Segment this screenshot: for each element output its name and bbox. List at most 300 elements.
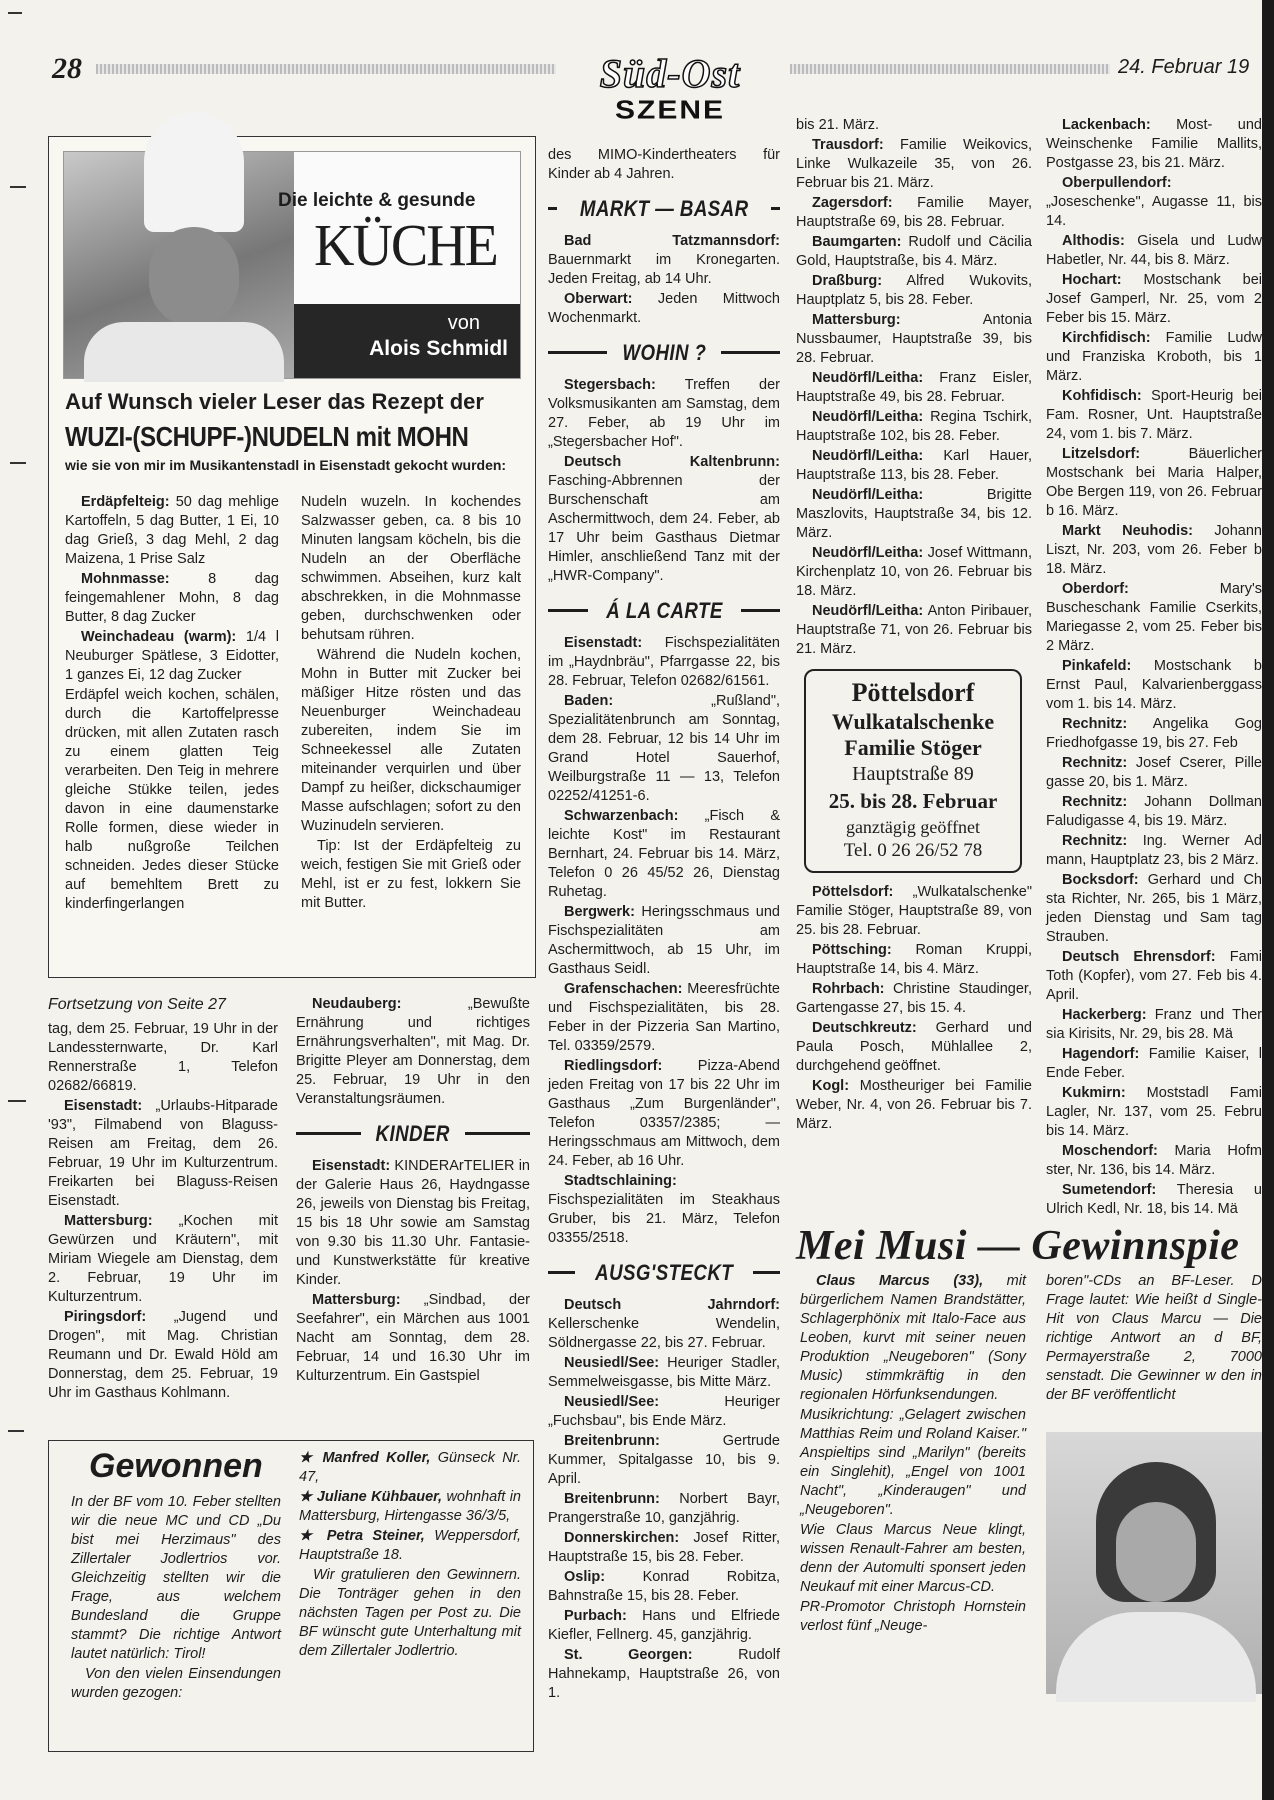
heuriger-entry-place: Moschendorf: [1062,1143,1158,1159]
section-head-ausg [548,1258,780,1286]
ausg-entry [548,1607,780,1645]
heuriger-entry-text: Theresia u Ulrich Kedl, Nr. 18, bis 14. Mä [1046,1182,1262,1217]
heuriger-entry-text: Brigitte Maszlovits, Hauptstraße 34, bis 12. März. [796,487,1032,541]
carte-entry [548,980,780,1056]
carte-entry [548,903,780,979]
recipe-lead: Auf Wunsch vieler Leser das Rezept der [65,389,484,414]
ausg-entry-text: Hans und Elfriede Kiefler, Fellnerg. 45, ganzjährig. [548,1608,780,1643]
kinder-entry-text: KINDERArTELIER in der Galerie Haus 26, Haydngasse 26, jeweils von Dienstag bis Freitag, 15 bis 18 Uhr sowie am Samstag von 9.30 bis 11.30 Uhr. Fantasie- und Kunstwerkstätte für kreative Kinder. [296,1158,530,1288]
heuriger-entry-place: Pöttelsdorf: [812,884,894,900]
heuriger-entry-place: Hackerberg: [1062,1007,1147,1023]
heuriger-entry-place: Deutsch Ehrensdorf: [1062,949,1216,965]
col3-intro: des MIMO-Kindertheaters für Kinder ab 4 Jahren. [548,147,780,182]
markt-entry-place: Bad Tatzmannsdorf: [564,233,780,249]
carte-entry [548,634,780,691]
ausg-list [548,1296,780,1703]
winner-address: wohnhaft in Mattersburg, Hirtengasse 36/3/5, [299,1489,521,1524]
ausg-entry-text: Josef Ritter, Hauptstraße 15, bis 28. Feber. [548,1530,780,1565]
ausg-entry-place: Deutsch Jahrndorf: [564,1297,780,1313]
heuriger-entry [1046,948,1262,1005]
carte-entry-place: Baden: [564,693,614,709]
markt-entry [548,232,780,289]
photo-face [1116,1502,1196,1602]
event-entry [48,1020,278,1096]
heuriger-entry-text: Anton Piribauer, Hauptstraße 71, von 26. Februar bis 21. März. [796,603,1032,657]
scan-edge-shadow [1262,0,1274,1800]
gewonnen-drawn: Von den vielen Einsendungen wurden gezogen: [71,1666,281,1701]
musi-contest-text: boren"-CDs an BF-Leser. D Frage lautet: Wie heißt d Single-Hit von Claus Marcu — Die richtige Antwort an d BF, Permayerstraße 2, 7000 senstadt. Die Gewinner w den in der BF veröffentlicht [1046,1273,1262,1403]
recipe-paragraph [65,628,279,685]
heuriger-entry [796,602,1032,659]
heuriger-entry-text: Josef Cserer, Pille gasse 20, bis 1. März. [1046,755,1262,790]
musi-paragraph-text: PR-Promotor Christoph Hornstein verlost fünf „Neuge- [800,1599,1026,1634]
musi-headline: Mei Musi — Gewinnspie [796,1223,1240,1269]
event-entry [296,995,530,1109]
section-logo [555,52,785,132]
recipe-paragraph: Während die Nudeln kochen, Mohn in Butter mit Zucker bei mäßiger Hitze rösten und das Neuenburger Weinchadeau zubereiten, indem Sie im Schneekessel alle Zutaten miteinander verquirlen und über Dampf zu heißer, dickschaumiger Masse aufschlagen; sofort zu den Wuzinudeln servieren. [301,647,521,834]
heuriger-entry [1046,871,1262,947]
kinder-entry-place: Mattersburg: [312,1292,401,1308]
wohin-entry-text: Treffen der Volksmusikanten am Samstag, dem 27. Feber, ab 19 Uhr im „Stegersbacher Hof". [548,377,780,450]
heuriger-entry-text: Familie Mayer, Hauptstraße 69, bis 28. Februar. [796,195,1032,230]
event-entry-place: Eisenstadt: [64,1098,143,1114]
ausg-entry-text: Kellerschenke Wendelin, Söldnergasse 22, bis 27. Februar. [548,1316,780,1351]
heuriger-entry-place: Kogl: [812,1078,850,1094]
heuriger-entry [796,1077,1032,1134]
events-list-4b [796,883,1032,1134]
ausg-entry [548,1646,780,1703]
continuation-note: Fortsetzung von Seite 27 [48,996,226,1013]
gewonnen-text-right [299,1449,521,1662]
heuriger-entry-text: Regina Tschirk, Hauptstraße 102, bis 28. Feber. [796,409,1032,444]
heuriger-entry-text: bis 21. März. [796,117,879,133]
winner-address: Günseck Nr. 47, [299,1450,521,1485]
markt-list [548,232,780,328]
event-entry-text: „Urlaubs-Hitparade '93", Filmabend von Blaguss-Reisen am Freitag, dem 26. Februar, 19 Uhr im Kulturzentrum. Freikarten bei Blaguss-Reisen Eisenstadt. [48,1098,278,1209]
heuriger-entry-text: „Wulkatalschenke" Familie Stöger, Hauptstraße 89, von 25. bis 28. Februar. [796,884,1032,938]
author-name: Alois Schmidl [369,337,508,360]
ausg-entry [548,1490,780,1528]
events-list-5 [1046,116,1262,1219]
heuriger-entry-place: Rechnitz: [1062,716,1128,732]
header-rule-right [790,64,1110,74]
event-entry [48,1097,278,1211]
recipe-paragraph-place: Erdäpfelteig: [81,494,170,510]
heuriger-entry-text: Mostschank b Ernst Paul, Kalvarienberggass vom 1. bis 14. März. [1046,658,1262,712]
events-column-1 [48,995,278,1404]
ad-line-4: Hauptstraße 89 [852,763,974,785]
chef-hat [144,112,244,232]
heuriger-entry [1046,657,1262,714]
heuriger-entry-place: Markt Neuhodis: [1062,523,1193,539]
heuriger-entry-place: Lackenbach: [1062,117,1151,133]
recipe-paragraph-text: Erdäpfel weich kochen, schälen, durch die Kartoffelpresse drücken, mit allen Zutaten rasch zu einem glatten Teig verarbeiten. Den Teig in mehrere gleiche Stükke teilen, jedes davon in eine daumenstarke Rolle formen, diese wieder in halb nußgroße Teilchen schneiden. Jedes dieser Stücke auf bemehltem Brett zu kinderfingerlangen [65,687,279,912]
heuriger-entry [1046,445,1262,521]
logo-bottom-text: SZENE [614,96,726,125]
heuriger-entry-place: Rechnitz: [1062,794,1128,810]
musi-paragraph-text: mit bürgerlichem Namen Brandstätter, Schlagerphönix mit Italo-Face aus Leoben, kurvt mit seiner neuen Produktion „Neugeboren" (Sony Music) stimmkräftig in den regionalen Hörfunksendungen. [800,1273,1026,1403]
heuriger-entry [1046,116,1262,173]
heuriger-entry-place: Neudörfl/Leitha: [812,603,924,619]
carte-heading: Á LA CARTE [605,597,723,623]
kinder-entry [296,1291,530,1386]
musi-paragraph-text: Wie Claus Marcus Neue klingt, wissen Renault-Fahrer am besten, denn der Automulti sponsert jeden Neukauf mit einer Marcus-CD. [800,1522,1026,1595]
heuriger-entry [796,136,1032,193]
ausg-entry-place: Donnerskirchen: [564,1530,680,1546]
heuriger-entry-text: Bäuerlicher Mostschank bei Maria Halper, Obe Bergen 119, von 26. Februar b 16. März. [1046,446,1262,519]
poettelsdorf-ad [804,669,1022,873]
heuriger-entry [1046,232,1262,270]
ausg-heading: AUSG'STECKT [595,1259,733,1285]
heuriger-entry-text: Ing. Werner Ad mann, Hauptplatz 23, bis 2 März. [1046,833,1262,868]
carte-entry-place: Eisenstadt: [564,635,643,651]
events-column-4 [796,116,1032,1135]
heuriger-entry-place: Oberpullendorf: [1062,175,1172,191]
heuriger-entry-text: Franz und Ther sia Kirisits, Nr. 29, bis 28. Mä [1046,1007,1262,1042]
heuriger-entry-text: Gerhard und Ch sta Richter, Nr. 265, bis 1 März, jeden Dienstag und Sam tag Strauben. [1046,872,1262,945]
heuriger-entry-text: Familie Weikovics, Linke Wulkazeile 35, von 26. Februar bis 21. März. [796,137,1032,191]
heuriger-entry-place: Pöttsching: [812,942,892,958]
event-entry [48,1212,278,1307]
event-entry-text: „Jugend und Drogen", mit Mag. Christian Reumann und Dr. Ewald Höld am Donnerstag, dem 25. Februar, 19 Uhr im Gasthaus Kohlmann. [48,1309,278,1401]
heuriger-entry-text: Mostschank bei Josef Gamperl, Nr. 25, vom 2 Feber bis 15. März. [1046,272,1262,326]
heuriger-entry-text: Mostheuriger bei Familie Weber, Nr. 4, von 26. Februar bis 7. März. [796,1078,1032,1132]
gewonnen-question: In der BF vom 10. Feber stellten wir die neue MC und CD „Du bist mei Herzimaus" des Zillertaler Jodlertrios vor. Gleichzeitig stellten wir die Frage, aus welchem Bundesland die Gruppe stammt? Die richtige Antwort lautet natürlich: Tirol! [71,1494,281,1662]
carte-entry-text: „Rußland", Spezialitätenbrunch am Sonntag, dem 28. Februar, 12 bis 14 Uhr im Grand Hotel Sauerhof, Weilburgstraße 11 — 13, Telefon 02252/41251-6. [548,693,780,804]
kinder-entry [296,1157,530,1290]
heuriger-entry [1046,832,1262,870]
heuriger-entry [796,980,1032,1018]
events-column-5 [1046,116,1262,1217]
heuriger-entry [1046,793,1262,831]
wohin-entry-text: Fasching-Abbrennen der Burschenschaft am Aschermittwoch, dem 24. Feber, ab 17 Uhr beim Gasthaus Dietmar Himler, anschließend Tanz mit der „HWR-Company". [548,473,780,584]
heuriger-entry-text: Karl Hauer, Hauptstraße 113, bis 28. Feber. [796,448,1032,483]
heuriger-entry-text: Most- und Weinschenke Familie Mallits, Postgasse 23, bis 21. März. [1046,117,1262,171]
event-entry-text: „Kochen mit Gewürzen und Kräutern", mit Miriam Wiegele am Dienstag, dem 2. Februar, 19 Uhr im Kulturzentrum. [48,1213,278,1305]
photo-shoulders [1056,1612,1256,1702]
ausg-entry-text: Heuriger „Fuchsbau", bis Ende März. [548,1394,780,1429]
carte-entry-text: Fischspezialitäten im Steakhaus Gruber, bis 21. März, Telefon 03355/2518. [548,1192,780,1246]
heuriger-entry-text: Rudolf und Cäcilia Gold, Hauptstraße, bis 4. März. [796,234,1032,269]
winner-name: ★ Petra Steiner, [299,1528,425,1544]
heuriger-entry [796,233,1032,271]
winner-entry [299,1488,521,1526]
wohin-list [548,376,780,586]
heuriger-entry-place: Rechnitz: [1062,755,1128,771]
ad-line-7: Tel. 0 26 26/52 78 [843,840,983,861]
carte-entry-text: Heringsschmaus und Fischspezialitäten am Aschermittwoch, ab 15 Uhr, im Gasthaus Seidl. [548,904,780,977]
heuriger-entry-text: Sport-Heurig bei Fam. Rosner, Unt. Hauptstraße 24, vom 1. bis 7. März. [1046,388,1262,442]
ad-line-6: ganztägig geöffnet [845,817,981,837]
event-entry [48,1308,278,1403]
heuriger-entry-text: Roman Kruppi, Hauptstraße 14, bis 4. März. [796,942,1032,977]
markt-entry-place: Oberwart: [564,291,633,307]
musi-paragraph-place: Claus Marcus (33), [816,1273,984,1289]
heuriger-entry [1046,1181,1262,1219]
heuriger-entry [1046,522,1262,579]
heuriger-entry [1046,580,1262,656]
heuriger-entry-text: Christine Staudinger, Gartengasse 27, bis 15. 4. [796,981,1032,1016]
musi-paragraph [800,1598,1026,1636]
recipe-paragraph: Nudeln wuzeln. In kochendes Salzwasser geben, ca. 8 bis 10 Minuten langsam köcheln, bis die Nudeln an der Oberfläche schwimmen. Abseihen, kurz kalt abschrekken, in die Mohnmasse geben, durchschwenken oder behutsam rühren. [301,494,521,643]
heuriger-entry [796,116,1032,135]
ausg-entry [548,1393,780,1431]
musi-text-left [800,1272,1026,1637]
ad-line-2: Wulkatalschenke [831,709,995,734]
heuriger-entry-text: Familie Ludw und Franziska Kroboth, bis 1 März. [1046,330,1262,384]
heuriger-entry-place: Hochart: [1062,272,1122,288]
heuriger-entry [796,311,1032,368]
heuriger-entry [796,447,1032,485]
heuriger-entry-place: Trausdorf: [812,137,884,153]
heuriger-entry [1046,1006,1262,1044]
carte-entry-place: Schwarzenbach: [564,808,679,824]
carte-list [548,634,780,1248]
carte-entry [548,1057,780,1171]
events-column-2 [296,995,530,1387]
heuriger-entry-place: Sumetendorf: [1062,1182,1157,1198]
ausg-entry-text: Konrad Robitza, Bahnstraße 15, bis 28. Feber. [548,1569,780,1604]
heuriger-entry-text: Familie Kaiser, l Ende Feber. [1046,1046,1262,1081]
carte-entry-text: Fischspezialitäten im „Haydnbräu", Pfarrgasse 22, bis 28. Februar, Telefon 02682/61561. [548,635,780,689]
ausg-entry [548,1568,780,1606]
musi-paragraph [800,1272,1026,1405]
ausg-entry-place: Breitenbrunn: [564,1491,660,1507]
events-list-1 [48,1020,278,1403]
heuriger-entry-place: Bocksdorf: [1062,872,1139,888]
markt-heading: MARKT — BASAR [579,195,749,221]
ausg-entry-text: Rudolf Hahnekamp, Hauptstraße 26, von 1. [548,1647,780,1701]
musi-paragraph [800,1521,1026,1597]
page-number: 28 [52,52,82,85]
event-entry-text: tag, dem 25. Februar, 19 Uhr in der Landessternwarte, Dr. Karl Rennerstraße 1, Telefon 02682/66819. [48,1021,278,1094]
ausg-entry [548,1354,780,1392]
margin-mark [8,1100,26,1102]
wohin-entry [548,453,780,586]
musi-paragraph [800,1406,1026,1520]
winner-name: ★ Manfred Koller, [299,1450,431,1466]
heuriger-entry-text: Mary's Buscheschank Familie Cserkits, Mariegasse 2, vom 25. Feber bis 2 März. [1046,581,1262,654]
heuriger-entry-place: Hagendorf: [1062,1046,1140,1062]
ausg-entry [548,1296,780,1353]
recipe-paragraph-text: 8 dag feingemahlener Mohn, 8 dag Butter, 8 dag Zucker [65,571,279,625]
event-entry-text: „Bewußte Ernährung und richtiges Ernährungsverhalten", mit Mag. Dr. Brigitte Pleyer am Donnerstag, dem 25. Februar, 19 Uhr in den Veranstaltungsräumen. [296,996,530,1107]
heuriger-entry-text: Angelika Gog Friedhofgasse 19, bis 27. Feb [1046,716,1262,751]
heuriger-entry [1046,1142,1262,1180]
author-band [294,304,520,378]
heuriger-entry [1046,387,1262,444]
recipe-paragraph [65,493,279,569]
kinder-entry-place: Eisenstadt: [312,1158,391,1174]
logo-top-text: Süd-Ost [599,51,741,96]
heuriger-entry-text: Maria Hofm ster, Nr. 136, bis 14. März. [1046,1143,1262,1178]
event-entry-place: Neudauberg: [312,996,402,1012]
heuriger-entry [1046,271,1262,328]
heuriger-entry-place: Rohrbach: [812,981,885,997]
margin-mark [10,186,26,188]
heuriger-entry-place: Pinkafeld: [1062,658,1132,674]
ausg-entry-place: Neusiedl/See: [564,1355,660,1371]
ausg-entry-place: Purbach: [564,1608,627,1624]
heuriger-entry-text: Franz Eisler, Hauptstraße 49, bis 28. Februar. [796,370,1032,405]
claus-marcus-photo [1046,1432,1262,1694]
section-head-wohin [548,338,780,366]
event-entry-place: Piringsdorf: [64,1309,147,1325]
ausg-entry-place: Oslip: [564,1569,606,1585]
heuriger-entry-text: Alfred Wukovits, Hauptplatz 5, bis 28. Feber. [796,273,1032,308]
heuriger-entry [796,408,1032,446]
recipe-paragraph [65,686,279,914]
heuriger-entry [1046,754,1262,792]
carte-entry-place: Riedlingsdorf: [564,1058,663,1074]
events-column-3 [548,146,780,1704]
markt-entry [548,290,780,328]
heuriger-entry-place: Kukmirn: [1062,1085,1126,1101]
events-list-2 [296,995,530,1109]
heuriger-entry-place: Neudörfl/Leitha: [812,448,924,464]
recipe-tagline: Die leichte & gesunde [278,190,476,211]
heuriger-entry [796,369,1032,407]
gewonnen-text-left [71,1493,281,1704]
author-prefix: von [447,312,480,334]
heuriger-entry-place: Draßburg: [812,273,883,289]
events-list-4 [796,116,1032,659]
section-head-markt [548,194,780,222]
gewonnen-box [48,1440,534,1752]
heuriger-entry-place: Litzelsdorf: [1062,446,1141,462]
winners-list [299,1449,521,1565]
recipe-paragraph-text: 1/4 l Neuburger Spätlese, 3 Eidotter, 1 ganzes Ei, 12 dag Zucker [65,629,279,683]
recipe-column-right [301,493,521,914]
carte-entry [548,807,780,902]
markt-entry-text: Jeden Mittwoch Wochenmarkt. [548,291,780,326]
heuriger-entry-place: Rechnitz: [1062,833,1128,849]
heuriger-entry [796,1019,1032,1076]
heuriger-entry-place: Deutschkreutz: [812,1020,917,1036]
gewonnen-title: Gewonnen [89,1447,263,1485]
recipe-paragraph-place: Weinchadeau (warm): [81,629,237,645]
ausg-entry [548,1529,780,1567]
heuriger-entry [796,883,1032,940]
heuriger-entry [1046,174,1262,231]
heuriger-entry-place: Mattersburg: [812,312,901,328]
heuriger-entry [1046,1045,1262,1083]
ad-line-3: Familie Stöger [844,735,982,760]
heuriger-entry [1046,715,1262,753]
recipe-box [48,136,536,978]
heuriger-entry [796,272,1032,310]
heuriger-entry-text: Gisela und Ludw Habetler, Nr. 44, bis 8. März. [1046,233,1262,268]
chef-face [149,227,239,327]
heuriger-entry-place: Kirchfidisch: [1062,330,1151,346]
heuriger-entry-text: Fami Toth (Kopfer), vom 27. Feb bis 4. April. [1046,949,1262,1003]
wohin-entry [548,376,780,452]
chef-photo [64,152,294,378]
heuriger-entry-place: Neudörfl/Leitha: [812,409,924,425]
carte-entry-text: „Fisch & leichte Kost" im Restaurant Bernhart, 24. Februar bis 14. März, Telefon 0 26 45/52 26, Dienstag Ruhetag. [548,808,780,900]
recipe-paragraph-text: 50 dag mehlige Kartoffeln, 5 dag Butter, 1 Ei, 10 dag Grieß, 3 dag Mehl, 2 dag Maizena, 1 Prise Salz [65,494,279,567]
event-entry-place: Mattersburg: [64,1213,153,1229]
heuriger-entry-text: „Joseschenke", Augasse 11, bis 14. [1046,194,1262,229]
recipe-header-panel [63,151,521,379]
recipe-subtitle: wie sie von mir im Musikantenstadl in Eisenstadt gekocht wurden: [65,457,507,473]
section-head-kinder [296,1119,530,1147]
ausg-entry-text: Heuriger Stadler, Semmelweisgasse, bis Mitte März. [548,1355,780,1390]
carte-entry-place: Bergwerk: [564,904,635,920]
carte-entry-place: Grafenschachen: [564,981,683,997]
musi-paragraph-text: Musikrichtung: „Gelagert zwischen Matthias Reim und Roland Kaiser." Anspieltips sind „Marilyn" (bereits ein Singlehit), „Engel von 1001 Nacht", „Kinderaugen" und „Neugeboren". [800,1407,1026,1518]
winner-address: Weppersdorf, Hauptstraße 18. [299,1528,521,1563]
heuriger-entry-place: Oberdorf: [1062,581,1129,597]
margin-mark [8,12,22,14]
winner-entry [299,1527,521,1565]
musi-text-right [1046,1272,1262,1406]
heuriger-entry-place: Zagersdorf: [812,195,893,211]
recipe-heading: KÜCHE [314,213,497,279]
heuriger-entry-text: Johann Liszt, Nr. 203, vom 26. Feber b 18. März. [1046,523,1262,577]
heuriger-entry-place: Neudörfl/Leitha: [812,545,924,561]
ad-line-1: Pöttelsdorf [851,678,975,707]
heuriger-entry-text: Moststadl Fami Lagler, Nr. 137, vom 25. Febru bis 14. März. [1046,1085,1262,1139]
winner-name: ★ Juliane Kühbauer, [299,1489,443,1505]
wohin-heading: WOHIN ? [622,339,707,365]
heuriger-entry-place: Kohfidisch: [1062,388,1142,404]
ausg-entry [548,1432,780,1489]
markt-entry-text: Bauernmarkt im Kronegarten. Jeden Freitag, ab 14 Uhr. [548,252,780,287]
kinder-list [296,1157,530,1386]
margin-mark [10,462,26,464]
heuriger-entry-place: Althodis: [1062,233,1125,249]
ad-line-5: 25. bis 28. Februar [828,789,998,813]
carte-entry [548,1172,780,1248]
kinder-heading: KINDER [375,1120,451,1146]
heuriger-entry [796,544,1032,601]
recipe-paragraph: Tip: Ist der Erdäpfelteig zu weich, festigen Sie mit Grieß oder Mehl, ist er zu fest, lokkern Sie mit Butter. [301,838,521,911]
recipe-column-left [65,493,279,915]
ausg-entry-place: Breitenbrunn: [564,1433,660,1449]
carte-entry [548,692,780,806]
margin-mark [8,1430,24,1432]
heuriger-entry [796,486,1032,543]
winner-entry [299,1449,521,1487]
ausg-entry-text: Norbert Bayr, Prangerstraße 10, ganzjährig. [548,1491,780,1526]
carte-entry-text: Meeresfrüchte und Fischspezialitäten, bis 28. Feber in der Pizzeria San Martino, Tel. 03359/2579. [548,981,780,1054]
recipe-dish-title: WUZI-(SCHUPF-)NUDELN mit MOHN [65,421,469,452]
heuriger-entry [796,194,1032,232]
header-rule-left [96,64,556,74]
ausg-entry-text: Gertrude Kummer, Spitalgasse 10, bis 9. April. [548,1433,780,1487]
issue-date: 24. Februar 19 [1118,56,1250,78]
section-head-carte [548,596,780,624]
gewonnen-closing: Wir gratulieren den Gewinnern. Die Tonträger gehen in den nächsten Tagen per Post zu. Die BF wünscht gute Unterhaltung mit dem Zillertaler Jodlertrio. [299,1567,521,1659]
heuriger-entry-text: Johann Dollman Faludigasse 4, bis 19. März. [1046,794,1262,829]
ausg-entry-place: Neusiedl/See: [564,1394,660,1410]
wohin-entry-place: Deutsch Kaltenbrunn: [564,454,780,470]
kinder-entry-text: „Sindbad, der Seefahrer", ein Märchen aus 1001 Nacht am Sonntag, dem 28. Februar, 14 und 16.30 Uhr im Kulturzentrum. Ein Gastspiel [296,1292,530,1384]
wohin-entry-place: Stegersbach: [564,377,656,393]
heuriger-entry [1046,329,1262,386]
heuriger-entry-text: Josef Wittmann, Kirchenplatz 10, von 26. Februar bis 18. März. [796,545,1032,599]
heuriger-entry [1046,1084,1262,1141]
carte-entry-place: Stadtschlaining: [564,1173,677,1189]
ausg-entry-place: St. Georgen: [564,1647,693,1663]
heuriger-entry-place: Neudörfl/Leitha: [812,487,924,503]
heuriger-entry [796,941,1032,979]
chef-jacket [84,322,284,382]
heuriger-entry-place: Neudörfl/Leitha: [812,370,924,386]
heuriger-entry-text: Gerhard und Paula Posch, Mühlallee 2, durchgehend geöffnet. [796,1020,1032,1074]
recipe-paragraph-place: Mohnmasse: [81,571,170,587]
